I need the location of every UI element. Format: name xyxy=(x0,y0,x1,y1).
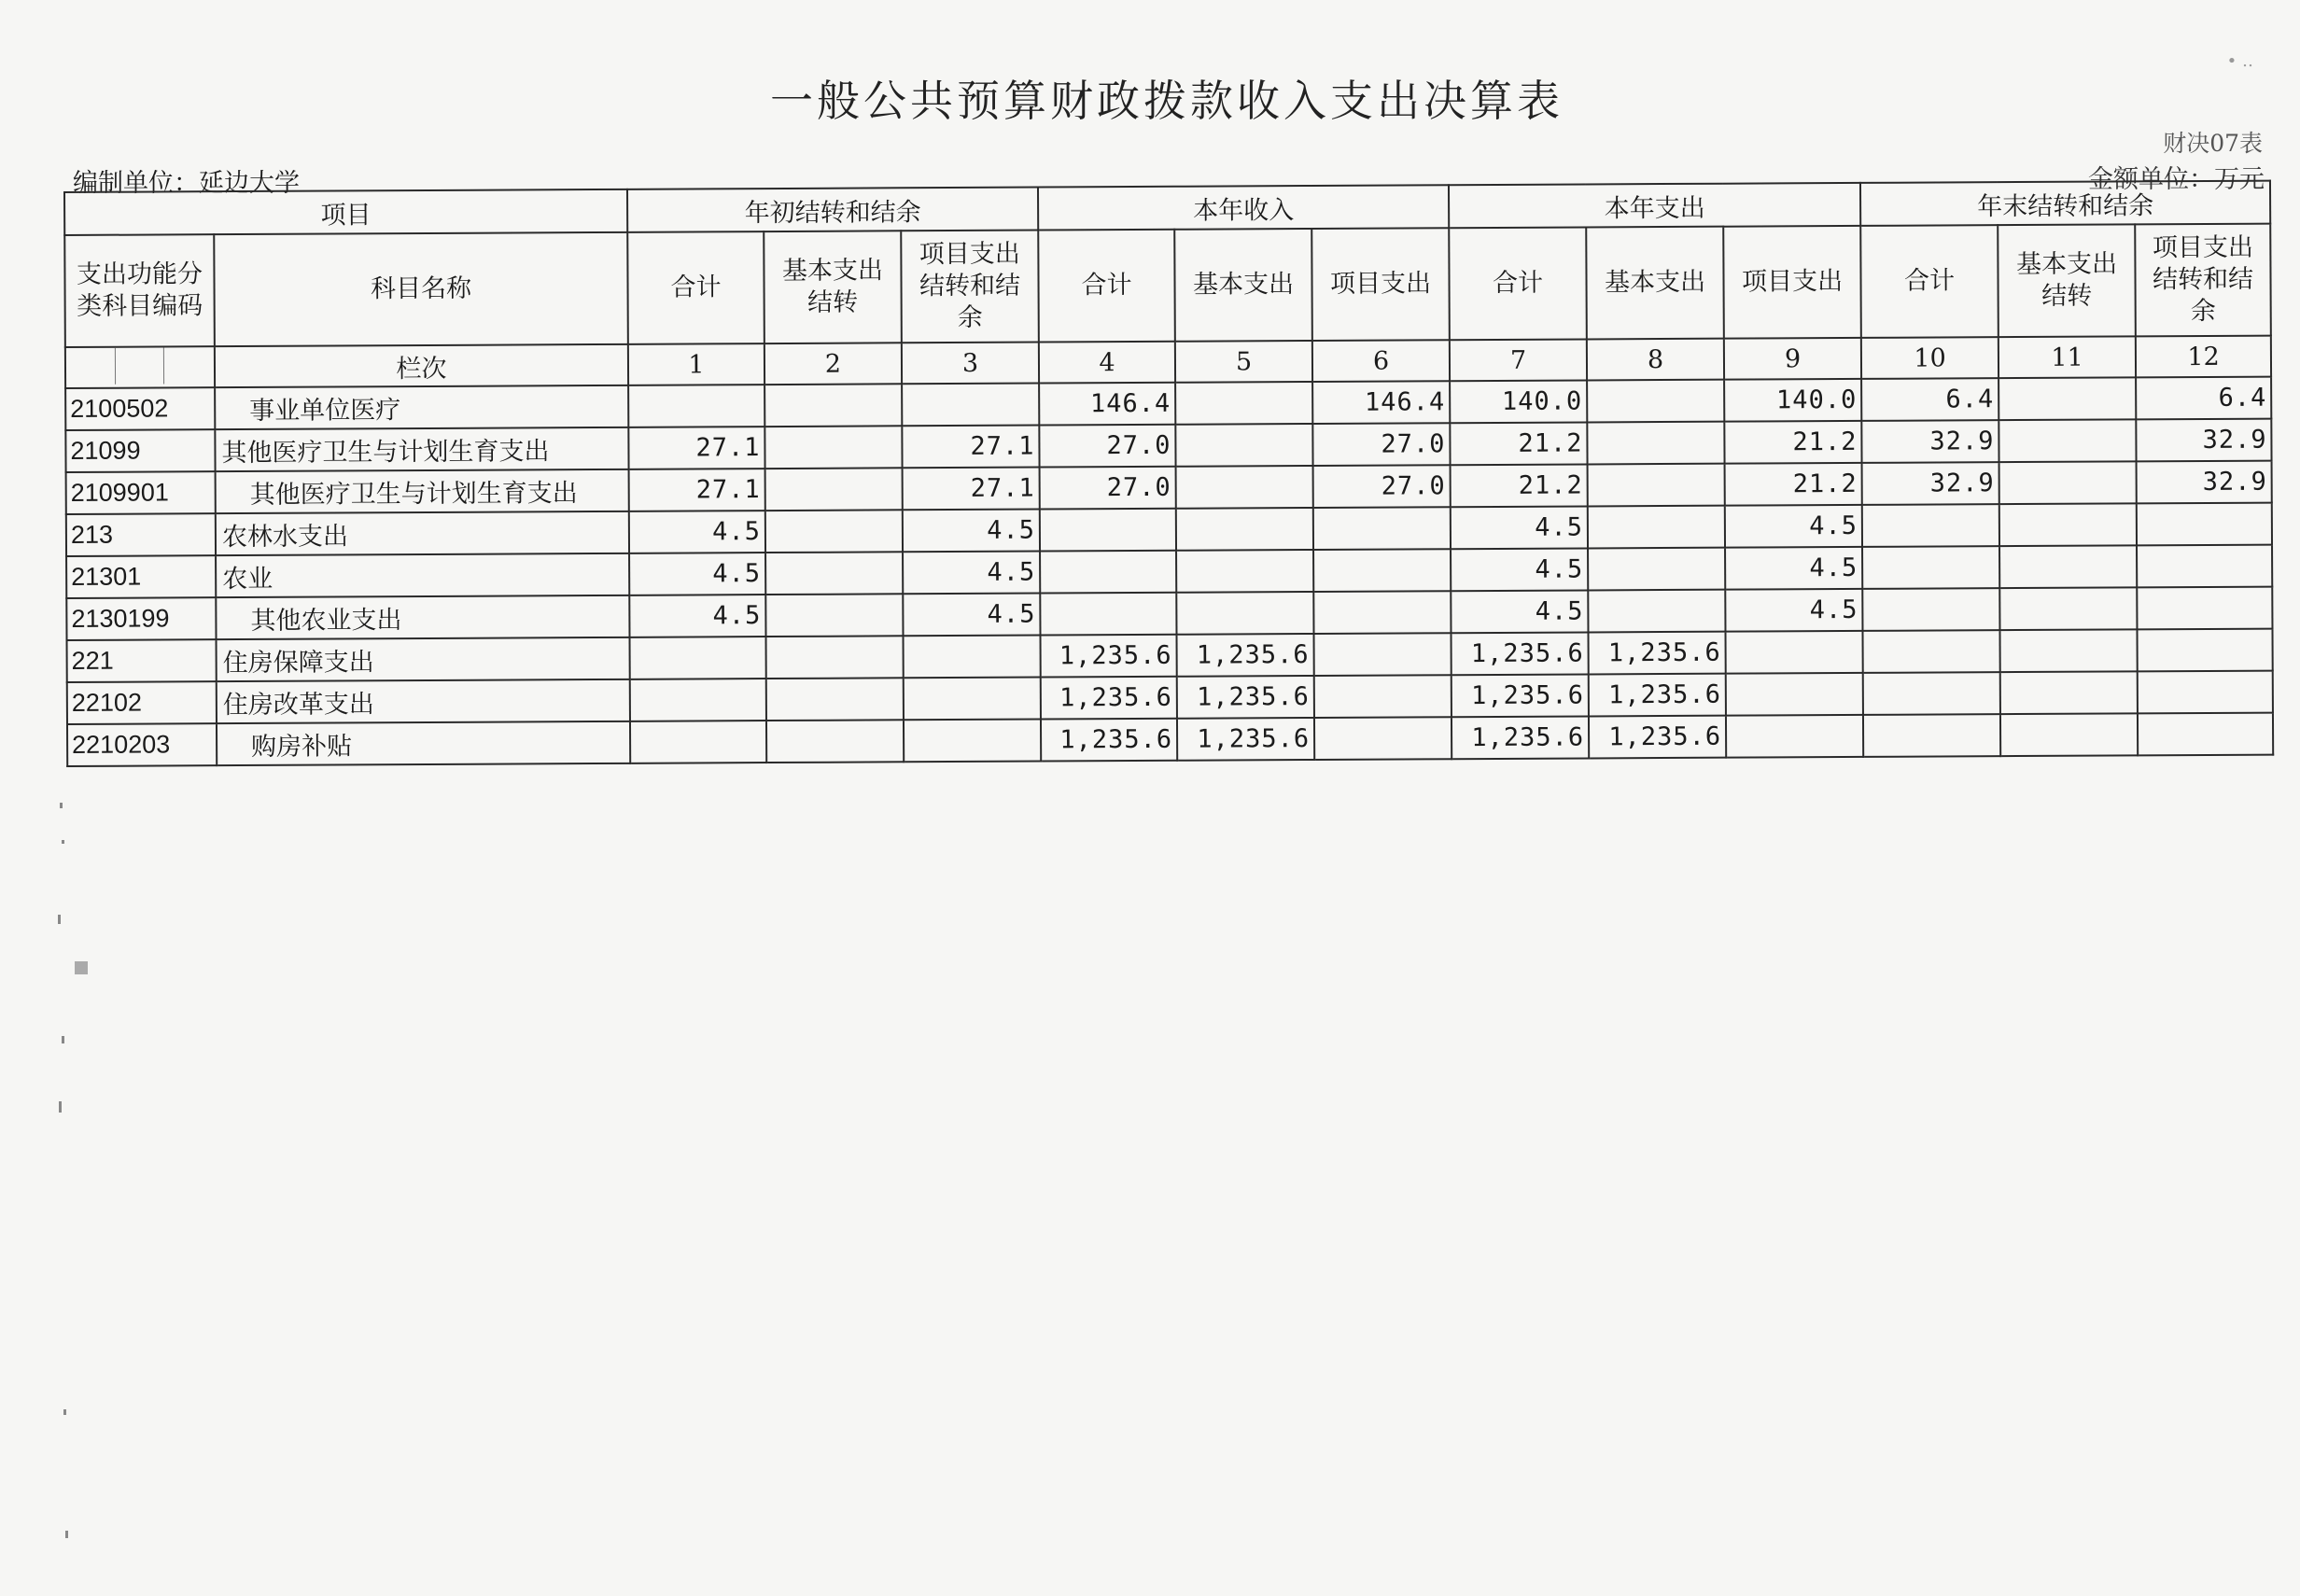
header-income-basic: 基本支出 xyxy=(1174,229,1312,342)
header-end-total: 合计 xyxy=(1860,225,1998,338)
amount-cell-col-11 xyxy=(2000,713,2138,756)
amount-cell-col-11 xyxy=(2000,671,2138,714)
subject-name-cell: 其他医疗卫生与计划生育支出 xyxy=(216,469,629,513)
subject-code-cell: 22102 xyxy=(67,681,217,724)
amount-cell-col-7: 4.5 xyxy=(1451,506,1588,549)
amount-cell-col-1 xyxy=(630,679,766,721)
subject-code-cell: 21099 xyxy=(65,429,215,472)
col-number: 11 xyxy=(1998,336,2136,378)
amount-cell-col-6 xyxy=(1313,549,1451,592)
amount-cell-col-7: 1,235.6 xyxy=(1452,632,1589,675)
amount-cell-col-12 xyxy=(2138,629,2273,672)
amount-cell-col-9: 4.5 xyxy=(1725,547,1862,590)
amount-cell-col-7: 1,235.6 xyxy=(1452,716,1589,759)
amount-cell-col-7: 4.5 xyxy=(1451,548,1588,591)
header-year-income: 本年收入 xyxy=(1038,185,1449,230)
table-body xyxy=(65,377,2273,766)
amount-cell-col-4: 27.0 xyxy=(1040,467,1176,510)
header-subject-name: 科目名称 xyxy=(214,232,628,346)
col-number: 5 xyxy=(1175,341,1312,383)
amount-cell-col-8: 1,235.6 xyxy=(1589,632,1726,675)
subject-name-cell: 农业 xyxy=(216,553,629,597)
amount-cell-col-1: 4.5 xyxy=(629,511,765,553)
amount-cell-col-6 xyxy=(1314,717,1452,760)
amount-cell-col-1: 4.5 xyxy=(629,595,765,637)
amount-cell-col-8 xyxy=(1588,506,1725,549)
col-number: 6 xyxy=(1312,340,1450,382)
amount-cell-col-9 xyxy=(1726,715,1863,758)
header-code: 支出功能分类科目编码 xyxy=(64,234,215,347)
subject-name-cell: 农林水支出 xyxy=(216,511,629,555)
amount-cell-col-8: 1,235.6 xyxy=(1589,716,1726,759)
amount-cell-col-11 xyxy=(1999,545,2137,588)
amount-cell-col-3: 4.5 xyxy=(903,552,1040,595)
subject-code-cell: 2130199 xyxy=(66,597,216,640)
subject-code-cell: 2210203 xyxy=(67,723,217,766)
amount-cell-col-5: 1,235.6 xyxy=(1177,718,1314,761)
header-end-project: 项目支出结转和结余 xyxy=(2135,224,2271,337)
subject-name-cell: 购房补贴 xyxy=(217,721,630,765)
col-number: 12 xyxy=(2136,336,2271,378)
amount-cell-col-4: 1,235.6 xyxy=(1041,677,1177,720)
amount-cell-col-3 xyxy=(904,678,1041,721)
amount-cell-col-12 xyxy=(2137,503,2272,546)
amount-cell-col-9 xyxy=(1726,673,1863,716)
amount-cell-col-2 xyxy=(765,594,903,637)
amount-cell-col-1 xyxy=(630,721,766,763)
subject-name-cell: 住房保障支出 xyxy=(217,637,630,681)
amount-cell-col-12: 32.9 xyxy=(2136,419,2271,462)
amount-cell-col-4: 1,235.6 xyxy=(1041,635,1177,678)
amount-cell-col-7: 21.2 xyxy=(1450,422,1587,465)
amount-cell-col-7: 140.0 xyxy=(1450,380,1587,423)
amount-cell-col-1: 27.1 xyxy=(629,469,765,511)
subject-code-cell: 21301 xyxy=(66,555,216,598)
page-title: 一般公共预算财政拨款收入支出决算表 xyxy=(770,76,1564,126)
amount-cell-col-8 xyxy=(1587,422,1724,465)
compiling-unit: 编制单位：延边大学 xyxy=(73,169,300,198)
amount-cell-col-2 xyxy=(766,678,904,721)
amount-cell-col-2 xyxy=(766,636,904,679)
amount-cell-col-6 xyxy=(1314,675,1452,718)
amount-cell-col-12 xyxy=(2137,545,2272,588)
scan-edge-marks xyxy=(56,803,93,1549)
amount-cell-col-3: 4.5 xyxy=(903,510,1040,553)
col-number: 8 xyxy=(1587,339,1724,381)
col-number: 1 xyxy=(628,343,764,385)
header-end-basic: 基本支出结转 xyxy=(1998,224,2136,337)
amount-cell-col-5 xyxy=(1176,550,1313,593)
header-income-total: 合计 xyxy=(1038,230,1175,343)
amount-cell-col-2 xyxy=(765,552,903,595)
amount-cell-col-3 xyxy=(902,384,1039,427)
amount-cell-col-2 xyxy=(766,720,904,763)
subject-code-cell: 221 xyxy=(67,639,217,682)
amount-cell-col-9: 140.0 xyxy=(1724,379,1861,422)
form-number: 财决07表 xyxy=(2163,130,2263,157)
header-expense-basic: 基本支出 xyxy=(1586,227,1724,340)
amount-cell-col-6 xyxy=(1314,633,1452,676)
amount-cell-col-9 xyxy=(1726,631,1863,674)
col-number: 2 xyxy=(764,343,902,385)
amount-cell-col-3: 27.1 xyxy=(902,426,1039,469)
amount-cell-col-4 xyxy=(1040,509,1176,552)
amount-cell-col-1 xyxy=(628,385,764,427)
amount-cell-col-11 xyxy=(1998,419,2136,462)
amount-cell-col-10: 6.4 xyxy=(1861,378,1998,421)
header-begin-total: 合计 xyxy=(627,231,764,344)
amount-cell-col-7: 21.2 xyxy=(1451,464,1588,507)
amount-cell-col-9: 21.2 xyxy=(1725,463,1862,506)
subject-name-cell: 住房改革支出 xyxy=(217,679,630,723)
amount-cell-col-10 xyxy=(1863,672,2000,715)
subject-name-cell: 其他医疗卫生与计划生育支出 xyxy=(215,427,628,471)
col-number: 3 xyxy=(902,343,1039,385)
header-end-balance: 年末结转和结余 xyxy=(1860,181,2270,226)
amount-cell-col-3: 4.5 xyxy=(903,594,1040,637)
amount-cell-col-6 xyxy=(1313,507,1451,550)
amount-cell-col-6: 27.0 xyxy=(1313,465,1451,508)
amount-cell-col-12 xyxy=(2138,713,2273,756)
amount-cell-col-10: 32.9 xyxy=(1862,462,1999,505)
amount-cell-col-8 xyxy=(1588,590,1725,633)
header-expense-total: 合计 xyxy=(1449,227,1587,340)
amount-cell-col-3 xyxy=(904,636,1041,679)
subject-code-cell: 213 xyxy=(66,513,216,556)
amount-cell-col-12: 6.4 xyxy=(2136,377,2271,420)
amount-cell-col-2 xyxy=(765,468,903,511)
header-begin-project: 项目支出结转和结余 xyxy=(901,231,1039,343)
amount-cell-col-5 xyxy=(1175,382,1312,425)
amount-cell-col-10 xyxy=(1862,588,1999,631)
header-income-project: 项目支出 xyxy=(1311,228,1450,341)
col-number: 10 xyxy=(1861,337,1998,379)
money-unit: 金额单位：万元 xyxy=(2088,165,2265,194)
header-begin-basic: 基本支出结转 xyxy=(764,231,902,343)
subject-code-cell: 2109901 xyxy=(66,471,216,514)
amount-cell-col-3: 27.1 xyxy=(903,468,1040,511)
amount-cell-col-8 xyxy=(1588,548,1725,591)
budget-table xyxy=(63,180,2274,767)
amount-cell-col-2 xyxy=(764,384,902,427)
amount-cell-col-1: 4.5 xyxy=(629,553,765,595)
amount-cell-col-2 xyxy=(764,426,902,469)
amount-cell-col-5 xyxy=(1176,508,1313,551)
amount-cell-col-4: 27.0 xyxy=(1039,425,1175,468)
amount-cell-col-8 xyxy=(1588,464,1725,507)
amount-cell-col-11 xyxy=(1999,587,2137,630)
code-segment-ticks xyxy=(65,346,215,388)
amount-cell-col-5: 1,235.6 xyxy=(1177,676,1314,719)
amount-cell-col-2 xyxy=(765,510,903,553)
subject-code-cell: 2100502 xyxy=(65,387,215,430)
amount-cell-col-3 xyxy=(904,720,1041,763)
amount-cell-col-4 xyxy=(1040,593,1176,636)
amount-cell-col-12 xyxy=(2138,671,2273,714)
amount-cell-col-5: 1,235.6 xyxy=(1177,634,1314,677)
header-begin-balance: 年初结转和结余 xyxy=(627,188,1038,232)
amount-cell-col-5 xyxy=(1176,592,1313,635)
amount-cell-col-10 xyxy=(1862,546,1999,589)
amount-cell-col-11 xyxy=(1999,461,2137,504)
col-number: 9 xyxy=(1724,338,1861,380)
header-sub-row xyxy=(64,224,2271,347)
amount-cell-col-10 xyxy=(1862,504,1999,547)
amount-cell-col-1 xyxy=(630,637,766,679)
amount-cell-col-11 xyxy=(1999,503,2137,546)
amount-cell-col-6: 146.4 xyxy=(1312,381,1450,424)
subject-name-cell: 事业单位医疗 xyxy=(215,385,628,429)
amount-cell-col-5 xyxy=(1176,466,1313,509)
amount-cell-col-9: 21.2 xyxy=(1724,421,1861,464)
amount-cell-col-6 xyxy=(1313,591,1451,634)
amount-cell-col-9: 4.5 xyxy=(1725,589,1862,632)
amount-cell-col-1: 27.1 xyxy=(628,427,764,469)
amount-cell-col-4 xyxy=(1040,551,1176,594)
amount-cell-col-12 xyxy=(2137,587,2272,630)
amount-cell-col-8 xyxy=(1587,380,1724,423)
amount-cell-col-7: 4.5 xyxy=(1451,590,1588,633)
amount-cell-col-10 xyxy=(1863,630,2000,673)
col-number: 4 xyxy=(1039,342,1175,384)
amount-cell-col-10: 32.9 xyxy=(1861,420,1998,463)
row-label: 栏次 xyxy=(215,344,628,387)
amount-cell-col-8: 1,235.6 xyxy=(1589,674,1726,717)
header-expense-project: 项目支出 xyxy=(1723,226,1861,339)
subject-name-cell: 其他农业支出 xyxy=(216,595,629,639)
header-year-expense: 本年支出 xyxy=(1449,183,1860,228)
amount-cell-col-11 xyxy=(1998,377,2136,420)
amount-cell-col-9: 4.5 xyxy=(1725,505,1862,548)
amount-cell-col-7: 1,235.6 xyxy=(1452,674,1589,717)
amount-cell-col-4: 146.4 xyxy=(1039,383,1175,426)
col-number: 7 xyxy=(1450,339,1587,381)
amount-cell-col-4: 1,235.6 xyxy=(1041,719,1177,762)
scan-speckle: • ‥ xyxy=(2226,51,2253,71)
amount-cell-col-12: 32.9 xyxy=(2137,461,2272,504)
header-item: 项目 xyxy=(64,189,627,235)
amount-cell-col-6: 27.0 xyxy=(1312,423,1450,466)
amount-cell-col-11 xyxy=(2000,629,2138,672)
amount-cell-col-10 xyxy=(1863,714,2000,757)
amount-cell-col-5 xyxy=(1175,424,1312,467)
